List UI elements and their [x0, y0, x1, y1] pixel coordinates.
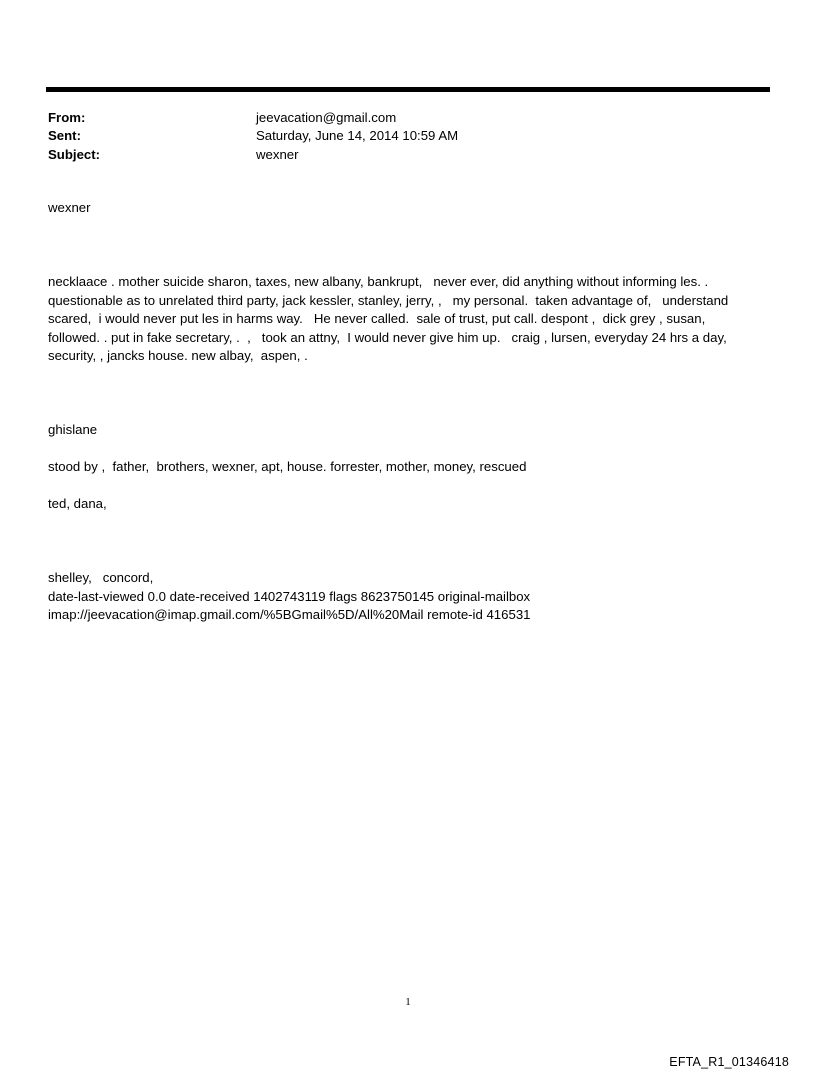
header-divider: [46, 87, 770, 92]
subject-label: Subject:: [48, 146, 101, 162]
body-paragraph: [48, 532, 758, 662]
body-line: necklaace . mother suicide sharon, taxes, new albany, bankrupt, never ever, did anything without informing les. .: [48, 274, 709, 289]
body-paragraph: ted, dana,: [48, 496, 107, 511]
from-value: jeevacation@gmail.com: [256, 109, 397, 125]
body-paragraph: ghislane: [48, 422, 98, 437]
from-label: From:: [48, 109, 86, 125]
body-paragraph: [48, 236, 758, 403]
body-line: security, , jancks house. new albay, aspen, .: [48, 348, 308, 363]
sent-label: Sent:: [48, 128, 81, 144]
body-line: questionable as to unrelated third party, jack kessler, stanley, jerry, , my personal. taken advantage of, understand: [48, 292, 729, 308]
body-line: followed. . put in fake secretary, . , took an attny, I would never give him up. craig , lursen, everyday 24 hrs a day,: [48, 329, 727, 345]
body-paragraph: wexner: [48, 200, 91, 215]
subject-row: [48, 145, 748, 164]
bates-number: EFTA_R1_01346418: [669, 1055, 789, 1069]
body-line: shelley, concord,: [48, 570, 154, 585]
body-line: date-last-viewed 0.0 date-received 1402743119 flags 8623750145 original-mailbox: [48, 588, 531, 604]
body-line: imap://jeevacation@imap.gmail.com/%5BGmail%5D/All%20Mail remote-id 416531: [48, 607, 531, 622]
from-row: [48, 108, 748, 127]
page-number: 1: [405, 996, 411, 1008]
body-line: scared, i would never put les in harms way. He never called. sale of trust, put call. despont , dick grey , susan,: [48, 311, 706, 326]
email-body: [48, 199, 758, 662]
subject-value: wexner: [256, 146, 299, 162]
sent-row: [48, 127, 748, 146]
body-paragraph: stood by , father, brothers, wexner, apt, house. forrester, mother, money, rescued: [48, 459, 527, 474]
sent-value: Saturday, June 14, 2014 10:59 AM: [256, 128, 459, 144]
email-header: [48, 108, 748, 164]
